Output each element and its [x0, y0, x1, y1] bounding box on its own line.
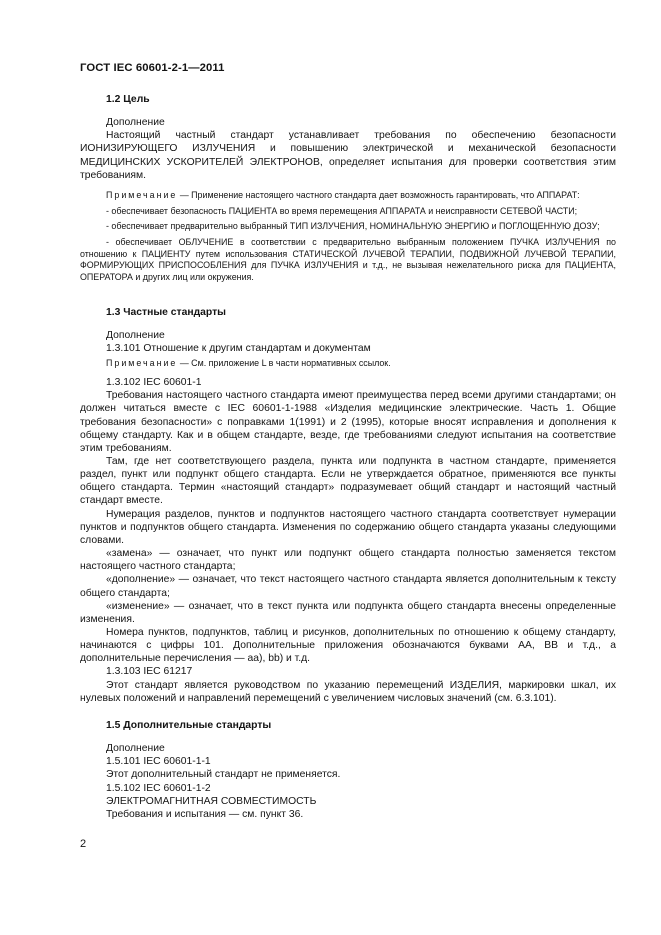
- paragraph: Номера пунктов, подпунктов, таблиц и рисунков, дополнительных по отношению к общему стандарту, начинаются с цифры 101. Дополнительные приложения обозначаются буквами АА, ВВ и т.д., а дополнительные перечисления — аа), bb) и т.д.: [80, 627, 616, 665]
- addition-label: Дополнение: [106, 743, 165, 755]
- clause-1-5-101: 1.5.101 IEC 60601-1-1: [106, 756, 211, 768]
- section-1-2-paragraph: Настоящий частный стандарт устанавливает требования по обеспечению безопасности ИОНИЗИРУЮЩЕГО ИЗЛУЧЕНИЯ и повышению электрической и механической безопасности МЕДИЦИНСКИХ УСКОРИТЕЛЕЙ ЭЛЕКТРОНОВ, определяет испытания для проверки соответствия этим требованиям.: [80, 130, 616, 181]
- clause-text: Этот дополнительный стандарт не применяется.: [106, 769, 341, 781]
- note: [80, 190, 616, 202]
- note-label: Примечание: [106, 189, 178, 200]
- section-1-5-heading: 1.5 Дополнительные стандарты: [106, 719, 272, 731]
- clause-1-3-103: 1.3.103 IEC 61217: [106, 666, 193, 678]
- addition-label: Дополнение: [106, 330, 165, 342]
- note-item: - обеспечивает предварительно выбранный ТИП ИЗЛУЧЕНИЯ, НОМИНАЛЬНУЮ ЭНЕРГИЮ и ПОГЛОЩЕННУЮ ДОЗУ;: [106, 221, 600, 232]
- clause-text: Требования и испытания — см. пункт 36.: [106, 808, 304, 820]
- paragraph: Нумерация разделов, пунктов и подпунктов настоящего частного стандарта соответствует нумерации пунктов и подпунктов общего стандарта. Изменения по содержанию общего стандарта указаны следующими словами.: [80, 508, 616, 546]
- clause-1-3-102: 1.3.102 IEC 60601-1: [106, 377, 202, 389]
- clause-1-3-101: 1.3.101 Отношение к другим стандартам и документам: [106, 343, 371, 355]
- section-1-3-heading: 1.3 Частные стандарты: [106, 306, 227, 318]
- paragraph: «дополнение» — означает, что текст настоящего частного стандарта является дополнительным к тексту общего стандарта;: [80, 574, 616, 599]
- clause-text: ЭЛЕКТРОМАГНИТНАЯ СОВМЕСТИМОСТЬ: [106, 795, 317, 807]
- note-item: - обеспечивает безопасность ПАЦИЕНТА во время перемещения АППАРАТА и неисправности СЕТЕВОЙ ЧАСТИ;: [106, 205, 578, 216]
- clause-1-5-102: 1.5.102 IEC 60601-1-2: [106, 782, 211, 794]
- addition-label: Дополнение: [106, 117, 165, 129]
- note-text: — Применение настоящего частного стандарта дает возможность гарантировать, что АППАРАТ:: [177, 189, 580, 200]
- note-text: — См. приложение L в части нормативных ссылок.: [177, 358, 391, 369]
- document-header: ГОСТ IEC 60601-2-1—2011: [80, 62, 225, 74]
- paragraph: «замена» — означает, что пункт или подпункт общего стандарта полностью заменяется текстом настоящего частного стандарта;: [80, 548, 616, 573]
- note-item: - обеспечивает ОБЛУЧЕНИЕ в соответствии с предварительно выбранным положением ПУЧКА ИЗЛУЧЕНИЯ по отношению к ПАЦИЕНТУ путем использования СТАТИЧЕСКОЙ ЛУЧЕВОЙ ТЕРАПИИ, ПОДВИЖНОЙ ЛУЧЕВОЙ ТЕРАПИИ, ФОРМИРУЮЩИХ ПРИСПОСОБЛЕНИЯ для ПУЧКА ИЗЛУЧЕНИЯ и т.д., не вызывая нежелательного риска для ПАЦИЕНТА, ОПЕРАТОРА и других лиц или окружения.: [80, 237, 616, 283]
- paragraph: Этот стандарт является руководством по указанию перемещений ИЗДЕЛИЯ, маркировки шкал, их нулевых положений и направлений перемещений с увеличением числовых значений (см. 6.3.101).: [80, 679, 616, 704]
- document-body: [80, 93, 616, 821]
- paragraph: Требования настоящего частного стандарта имеют преимущества перед всеми другими стандартами; он должен читаться вместе с IEC 60601-1-1988 «Изделия медицинские электрические. Часть 1. Общие требования безопасности» с поправками 1(1991) и 2 (1995), которые вносят исправления и дополнения к общему стандарту. Как и в общем стандарте, везде, где требованиями следуют испытания на соответствие этим требованиям.: [80, 390, 616, 454]
- paragraph: Там, где нет соответствующего раздела, пункта или подпункта в частном стандарте, применяется раздел, пункт или подпункт общего стандарта. Если не утверждается обратное, применяются все пункты общего стандарта. Термин «настоящий стандарт» подразумевает общий стандарт и настоящий частный стандарт вместе.: [80, 455, 616, 507]
- note-label: Примечание: [106, 358, 178, 369]
- paragraph: «изменение» — означает, что в текст пункта или подпункта общего стандарта внесены определенные изменения.: [80, 600, 616, 625]
- section-1-2-heading: 1.2 Цель: [106, 94, 150, 105]
- page-number: 2: [80, 838, 87, 850]
- note: [80, 358, 616, 370]
